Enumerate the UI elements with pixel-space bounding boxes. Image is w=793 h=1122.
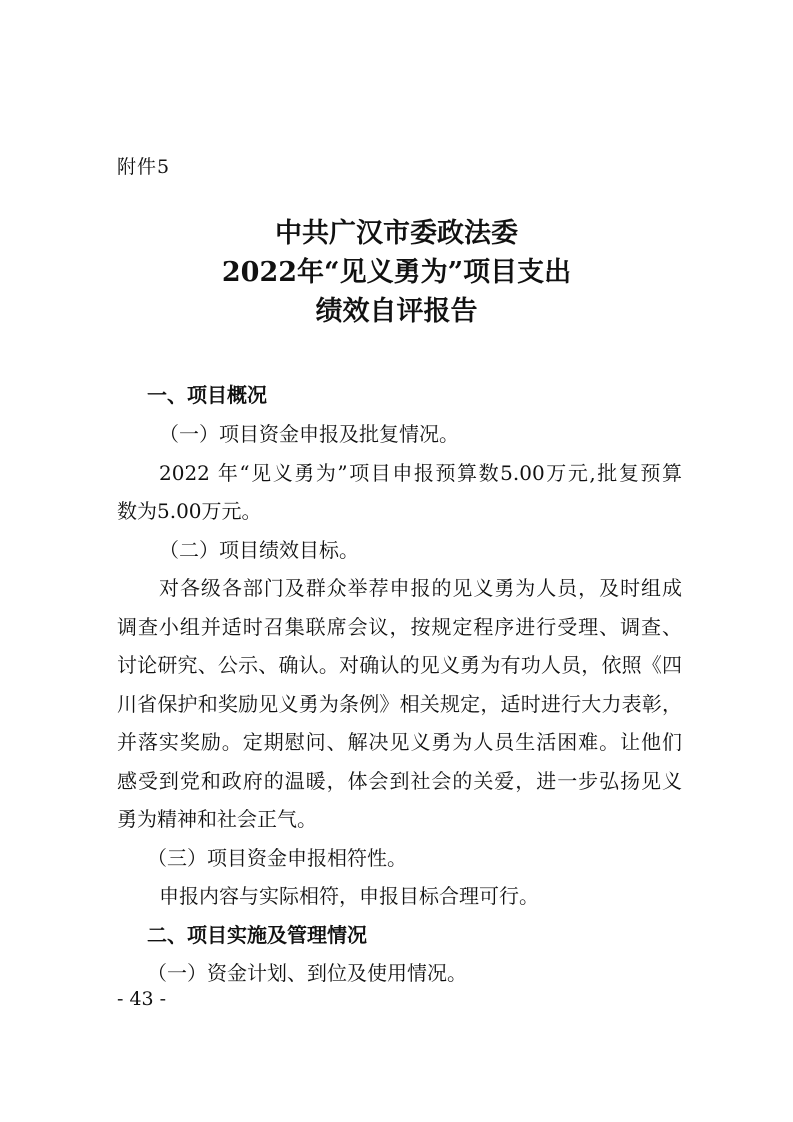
subsection-heading-1: （一）项目资金申报及批复情况。: [159, 422, 459, 446]
paragraph-line: 勇为精神和社会正气。: [117, 807, 317, 831]
title-line-3: 绩效自评报告: [315, 296, 478, 327]
paragraph-line: 川省保护和奖励见义勇为条例》相关规定，适时进行大力表彰，: [117, 692, 682, 716]
subsection-heading-3: （三）项目资金申报相符性。: [147, 846, 407, 870]
paragraph-line: 数为5.00万元。: [117, 499, 262, 523]
section-heading-1: 一、项目概况: [147, 383, 267, 407]
paragraph-line: 调查小组并适时召集联席会议，按规定程序进行受理、调查、: [117, 615, 682, 639]
paragraph-line: 2022 年“见义勇为”项目申报预算数5.00万元,批复预算: [159, 461, 682, 485]
document-title: [0, 214, 793, 331]
attachment-label: 附件5: [117, 156, 171, 178]
subsection-heading-2: （二）项目绩效目标。: [159, 538, 359, 562]
paragraph-line: 讨论研究、公示、确认。对确认的见义勇为有功人员，依照《四: [117, 653, 682, 677]
title-line-2: 2022年“见义勇为”项目支出: [221, 257, 572, 288]
title-line-1: 中共广汉市委政法委: [275, 218, 518, 249]
subsection-heading-4: （一）资金计划、到位及使用情况。: [147, 961, 467, 985]
paragraph-line: 并落实奖励。定期慰问、解决见义勇为人员生活困难。让他们: [117, 730, 682, 754]
paragraph-line: 申报内容与实际相符，申报目标合理可行。: [159, 884, 539, 908]
paragraph-line: 对各级各部门及群众举荐申报的见义勇为人员，及时组成: [159, 576, 682, 600]
page-number: - 43 -: [117, 988, 167, 1010]
paragraph-line: 感受到党和政府的温暖，体会到社会的关爱，进一步弘扬见义: [117, 769, 682, 793]
section-heading-2: 二、项目实施及管理情况: [147, 923, 367, 947]
